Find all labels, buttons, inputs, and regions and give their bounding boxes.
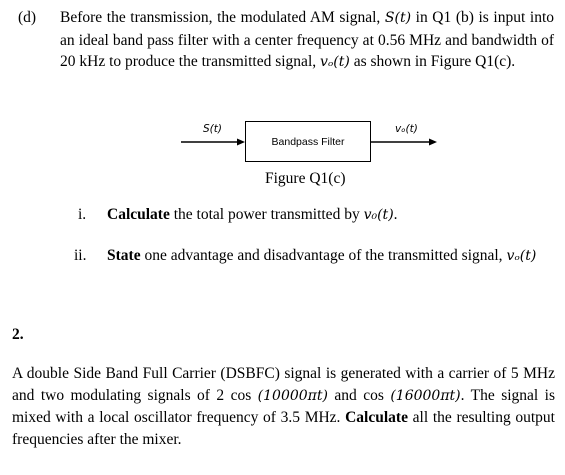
vo-of-t: vₒ(t) — [320, 54, 350, 70]
part-d-paragraph: Before the transmission, the modulated AM signal, S(t) in Q1 (b) is input into an ideal band pass filter with a center frequency at 0.56 MHz and bandwidth of 20 kHz to produce the transmitted signal, vₒ(t) as shown in Figure Q1(c). — [60, 9, 555, 70]
question-i-text: Calculate the total power transmitted by v₀(t). — [107, 206, 398, 223]
question-ii-text: State one advantage and disadvantage of the transmitted signal, vₒ(t) — [107, 247, 537, 264]
input-arrowhead — [237, 139, 245, 146]
input-signal-label: S(t) — [203, 123, 222, 135]
question-ii-number: ii. — [74, 247, 87, 264]
part-d-label: (d) — [18, 9, 37, 26]
s-of-t: S(t) — [384, 10, 412, 26]
question-2-number: 2. — [12, 326, 24, 343]
question-i-number: i. — [78, 206, 87, 223]
figure-caption: Figure Q1(c) — [265, 170, 346, 187]
bandpass-filter-block — [245, 121, 371, 162]
bandpass-filter-label: Bandpass Filter — [271, 135, 345, 148]
output-arrowhead — [429, 139, 437, 146]
question-2-paragraph: A double Side Band Full Carrier (DSBFC) signal is generated with a carrier of 5 MHz and two modulating signals of 2 cos (10000πt) and cos (16000πt). The signal is mixed with a local oscillator frequency of 3.5 MHz. Calculate all the resulting output frequencies after the mixer. — [12, 365, 555, 448]
output-signal-label: vₒ(t) — [395, 123, 418, 135]
